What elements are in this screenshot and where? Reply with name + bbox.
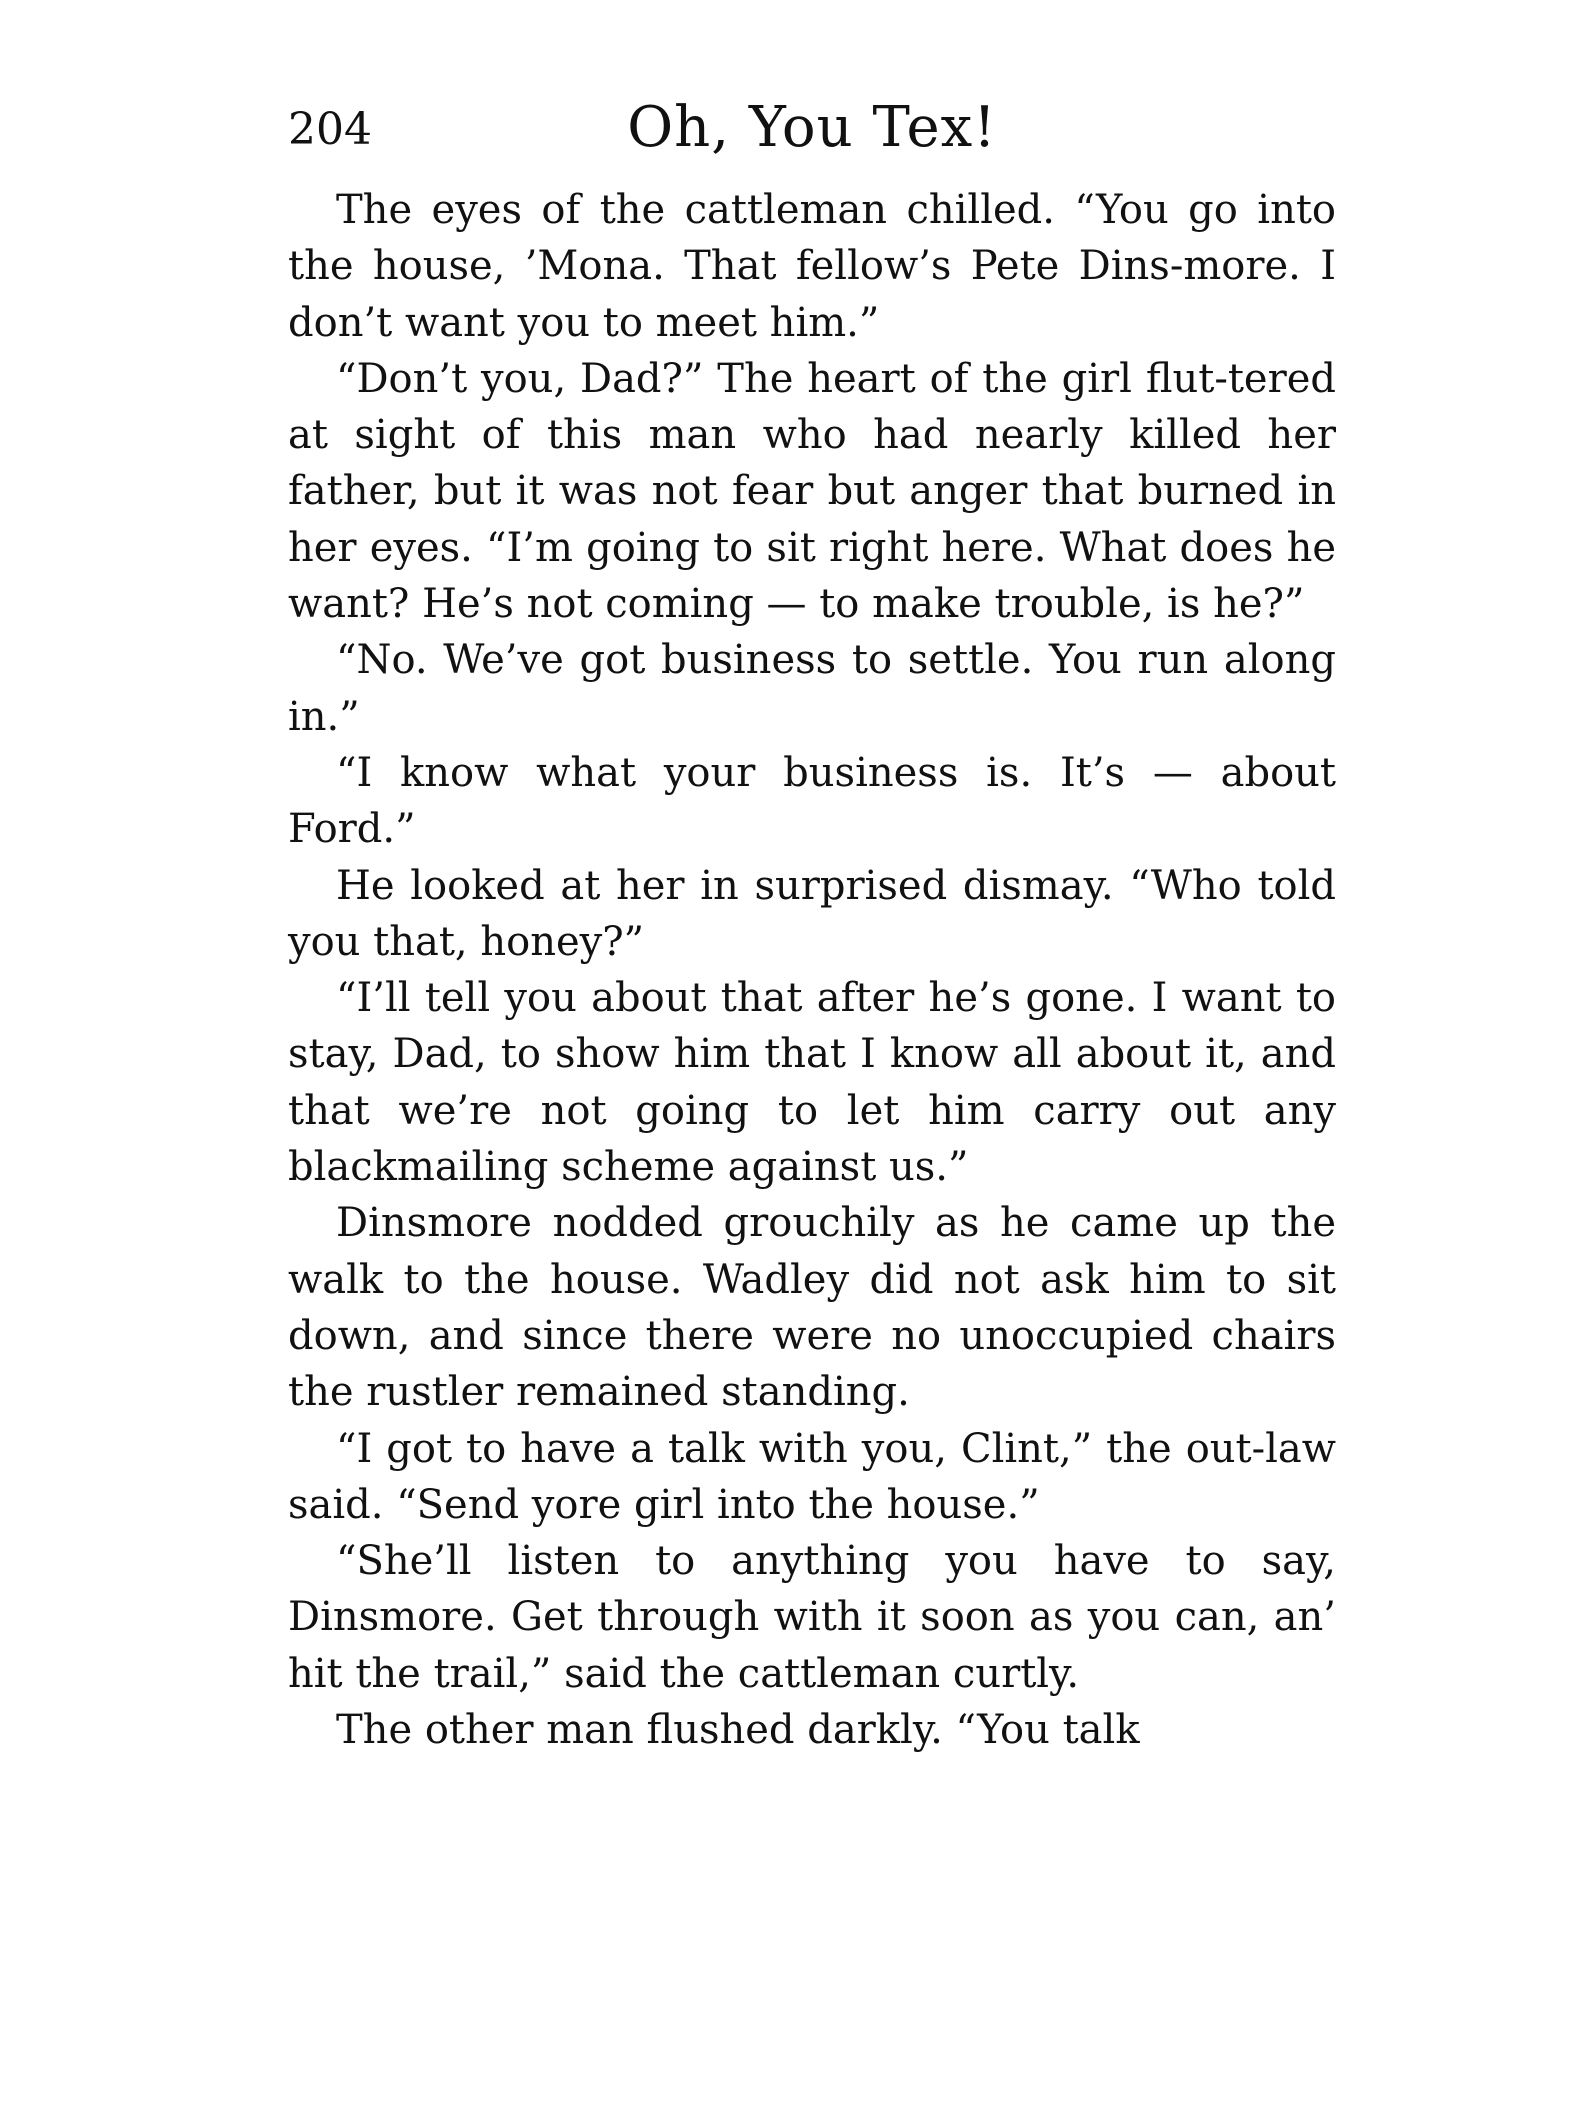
paragraph: The other man flushed darkly. “You talk xyxy=(336,1707,1140,1754)
paragraph: He looked at her in surprised dismay. “Who told you that, honey?” xyxy=(288,862,1336,965)
paragraph: “I know what your business is. It’s — about Ford.” xyxy=(288,749,1336,853)
paragraph: “I’ll tell you about that after he’s gone. I want to stay, Dad, to show him that I know all about it, and that we’re not going to let him carry out any blackmailing scheme against us.” xyxy=(288,975,1336,1191)
paragraph: “No. We’ve got business to settle. You run along in.” xyxy=(288,637,1336,740)
paragraph: “Don’t you, Dad?” The heart of the girl flut-tered at sight of this man who had nearly killed her father, but it was not fear but anger that burned in her eyes. “I’m going to sit right here. What does he want? He’s not coming — to make trouble, is he?” xyxy=(288,355,1336,628)
paragraph: “She’ll listen to anything you have to say, Dinsmore. Get through with it soon as you can, an’ hit the trail,” said the cattleman curtly. xyxy=(288,1538,1336,1697)
running-title: Oh, You Tex! xyxy=(627,95,997,160)
page-header xyxy=(288,92,1336,172)
page-number: 204 xyxy=(288,104,372,155)
paragraph: The eyes of the cattleman chilled. “You go into the house, ’Mona. That fellow’s Pete Dins-more. I don’t want you to meet him.” xyxy=(288,187,1336,346)
paragraph: Dinsmore nodded grouchily as he came up the walk to the house. Wadley did not ask him to sit down, and since there were no unoccupied chairs the rustler remained standing. xyxy=(288,1200,1336,1416)
paragraph: “I got to have a talk with you, Clint,” the out-law said. “Send yore girl into the house.” xyxy=(288,1425,1336,1528)
body-text xyxy=(288,182,1336,1758)
